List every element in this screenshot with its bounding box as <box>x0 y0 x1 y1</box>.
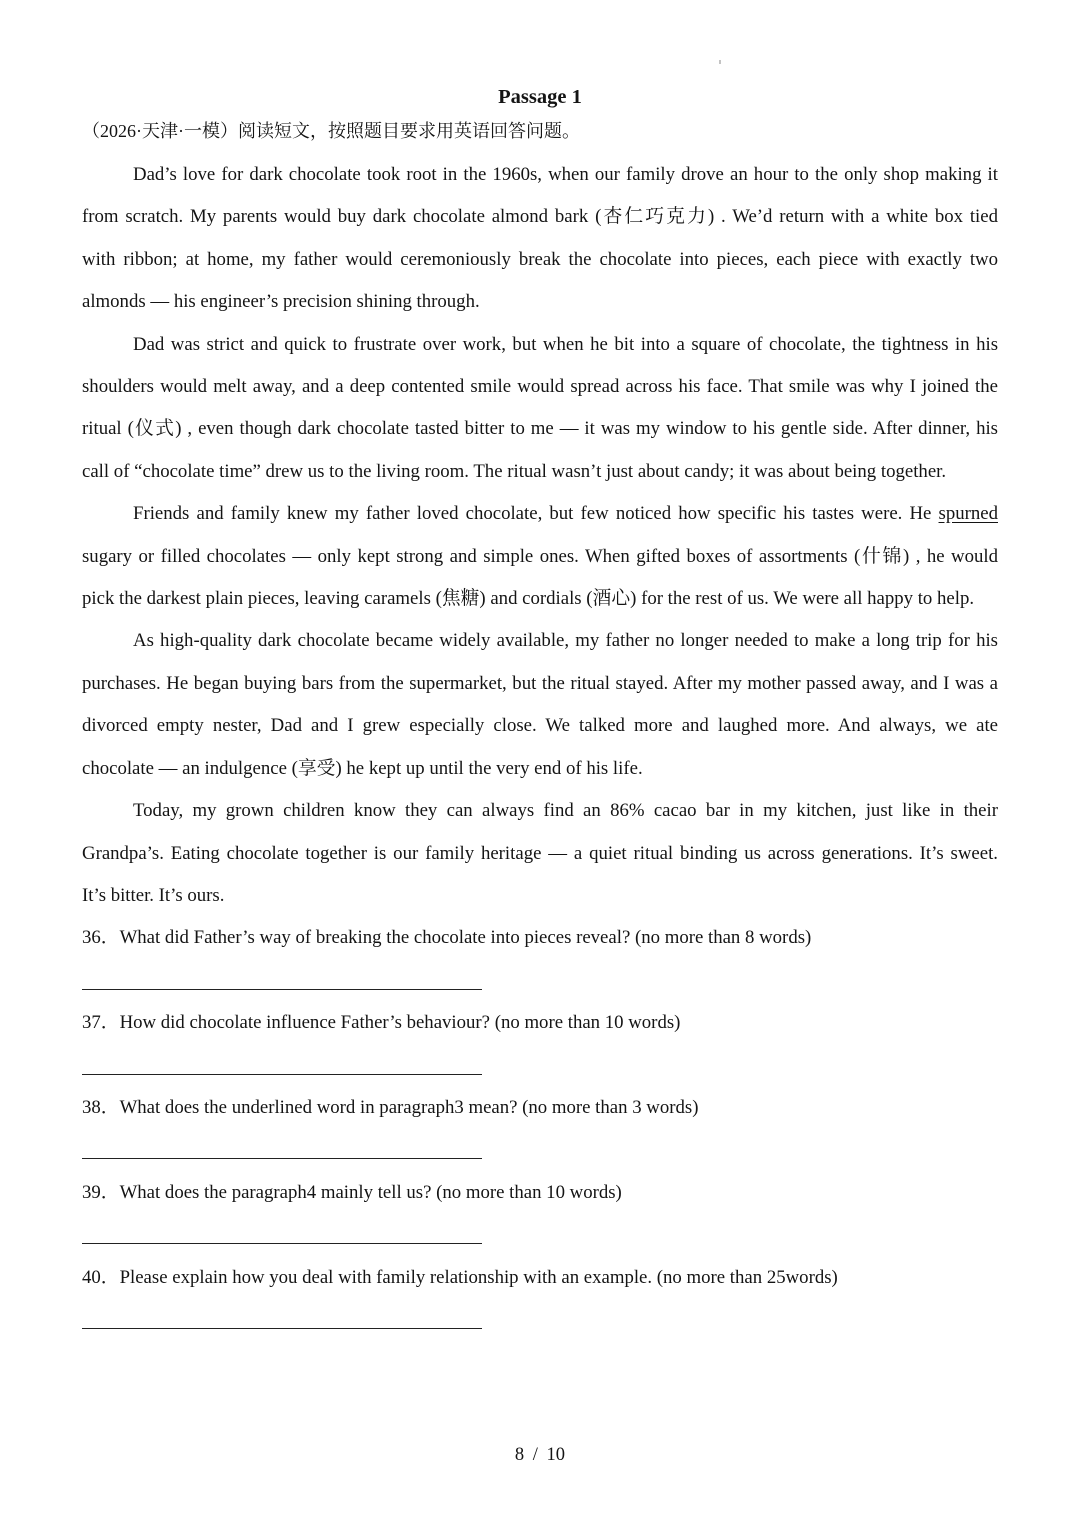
question-number: 37． <box>82 1012 120 1034</box>
passage-line: Grandpa’s. Eating chocolate together is our family heritage — a quiet ritual binding us across generations. It’s sweet. <box>82 842 998 864</box>
answer-blank <box>82 1129 998 1171</box>
question-number: 40． <box>82 1266 120 1288</box>
question-number: 39． <box>82 1181 120 1203</box>
question-37 <box>82 1002 998 1044</box>
question-36 <box>82 917 998 959</box>
answer-underline <box>82 1214 482 1244</box>
answer-blank <box>82 960 998 1002</box>
passage-line: shoulders would melt away, and a deep contented smile would spread across his face. That smile was why I joined the <box>82 376 998 398</box>
question-text: What did Father’s way of breaking the chocolate into pieces reveal? (no more than 8 words) <box>119 927 812 949</box>
answer-blank <box>82 1045 998 1087</box>
passage-line: Today, my grown children know they can always find an 86% cacao bar in my kitchen, just like in their <box>133 800 998 822</box>
passage-line <box>82 493 998 535</box>
question-text: What does the paragraph4 mainly tell us? (no more than 10 words) <box>119 1181 622 1203</box>
passage-line: It’s bitter. It’s ours. <box>82 884 225 906</box>
underlined-word: spurned <box>938 503 998 525</box>
passage-line: from scratch. My parents would buy dark chocolate almond bark (杏仁巧克力) . We’d return with a white box tied <box>82 206 998 228</box>
passage-line: Dad was strict and quick to frustrate over work, but when he bit into a square of chocolate, the tightness in his <box>133 333 998 355</box>
source-note: （2026·天津·一模）阅读短文，按照题目要求用英语回答问题。 <box>82 121 580 141</box>
passage-line: Dad’s love for dark chocolate took root in the 1960s, when our family drove an hour to the only shop making it <box>133 164 998 185</box>
passage-line: As high-quality dark chocolate became widely available, my father no longer needed to make a long trip for his <box>133 630 998 652</box>
paragraph-2 <box>82 324 998 494</box>
line-text: Friends and family knew my father loved chocolate, but few noticed how specific his tastes were. He <box>133 503 932 525</box>
passage-line: chocolate — an indulgence (享受) he kept up until the very end of his life. <box>82 757 643 779</box>
answer-blank <box>82 1299 998 1341</box>
passage-body <box>82 154 998 1341</box>
question-number: 36． <box>82 927 120 949</box>
passage-line: almonds — his engineer’s precision shining through. <box>82 291 480 313</box>
passage-line: call of “chocolate time” drew us to the living room. The ritual wasn’t just about candy; it was about being together. <box>82 460 947 482</box>
answer-underline <box>82 960 482 990</box>
passage-line: divorced empty nester, Dad and I grew especially close. We talked more and laughed more. And always, we ate <box>82 715 998 737</box>
answer-underline <box>82 1129 482 1159</box>
passage-line: purchases. He began buying bars from the supermarket, but the ritual stayed. After my mother passed away, and I was a <box>82 672 998 694</box>
question-text: How did chocolate influence Father’s behaviour? (no more than 10 words) <box>119 1012 681 1034</box>
paragraph-5 <box>82 790 998 917</box>
passage-title: Passage 1 <box>498 86 582 108</box>
paragraph-3 <box>82 493 998 620</box>
answer-underline <box>82 1045 482 1075</box>
answer-blank <box>82 1214 998 1256</box>
paragraph-4 <box>82 620 998 790</box>
question-list <box>82 917 998 1341</box>
page-indicator: 8 / 10 <box>514 1445 566 1465</box>
question-text: Please explain how you deal with family relationship with an example. (no more than 25words) <box>119 1266 838 1288</box>
passage-line: ritual (仪式) , even though dark chocolate tasted bitter to me — it was my window to his gentle side. After dinner, his <box>82 418 998 440</box>
passage-line: pick the darkest plain pieces, leaving caramels (焦糖) and cordials (酒心) for the rest of us. We were all happy to help. <box>82 588 975 610</box>
question-38 <box>82 1087 998 1129</box>
question-40 <box>82 1257 998 1299</box>
scan-mark <box>719 60 721 64</box>
question-number: 38． <box>82 1096 120 1118</box>
paragraph-1 <box>82 154 998 324</box>
passage-line: with ribbon; at home, my father would ceremoniously break the chocolate into pieces, each piece with exactly two <box>82 248 998 270</box>
passage-line: sugary or filled chocolates — only kept strong and simple ones. When gifted boxes of assortments (什锦) , he would <box>82 545 998 567</box>
question-text: What does the underlined word in paragraph3 mean? (no more than 3 words) <box>119 1096 699 1118</box>
question-39 <box>82 1172 998 1214</box>
answer-underline <box>82 1299 482 1329</box>
